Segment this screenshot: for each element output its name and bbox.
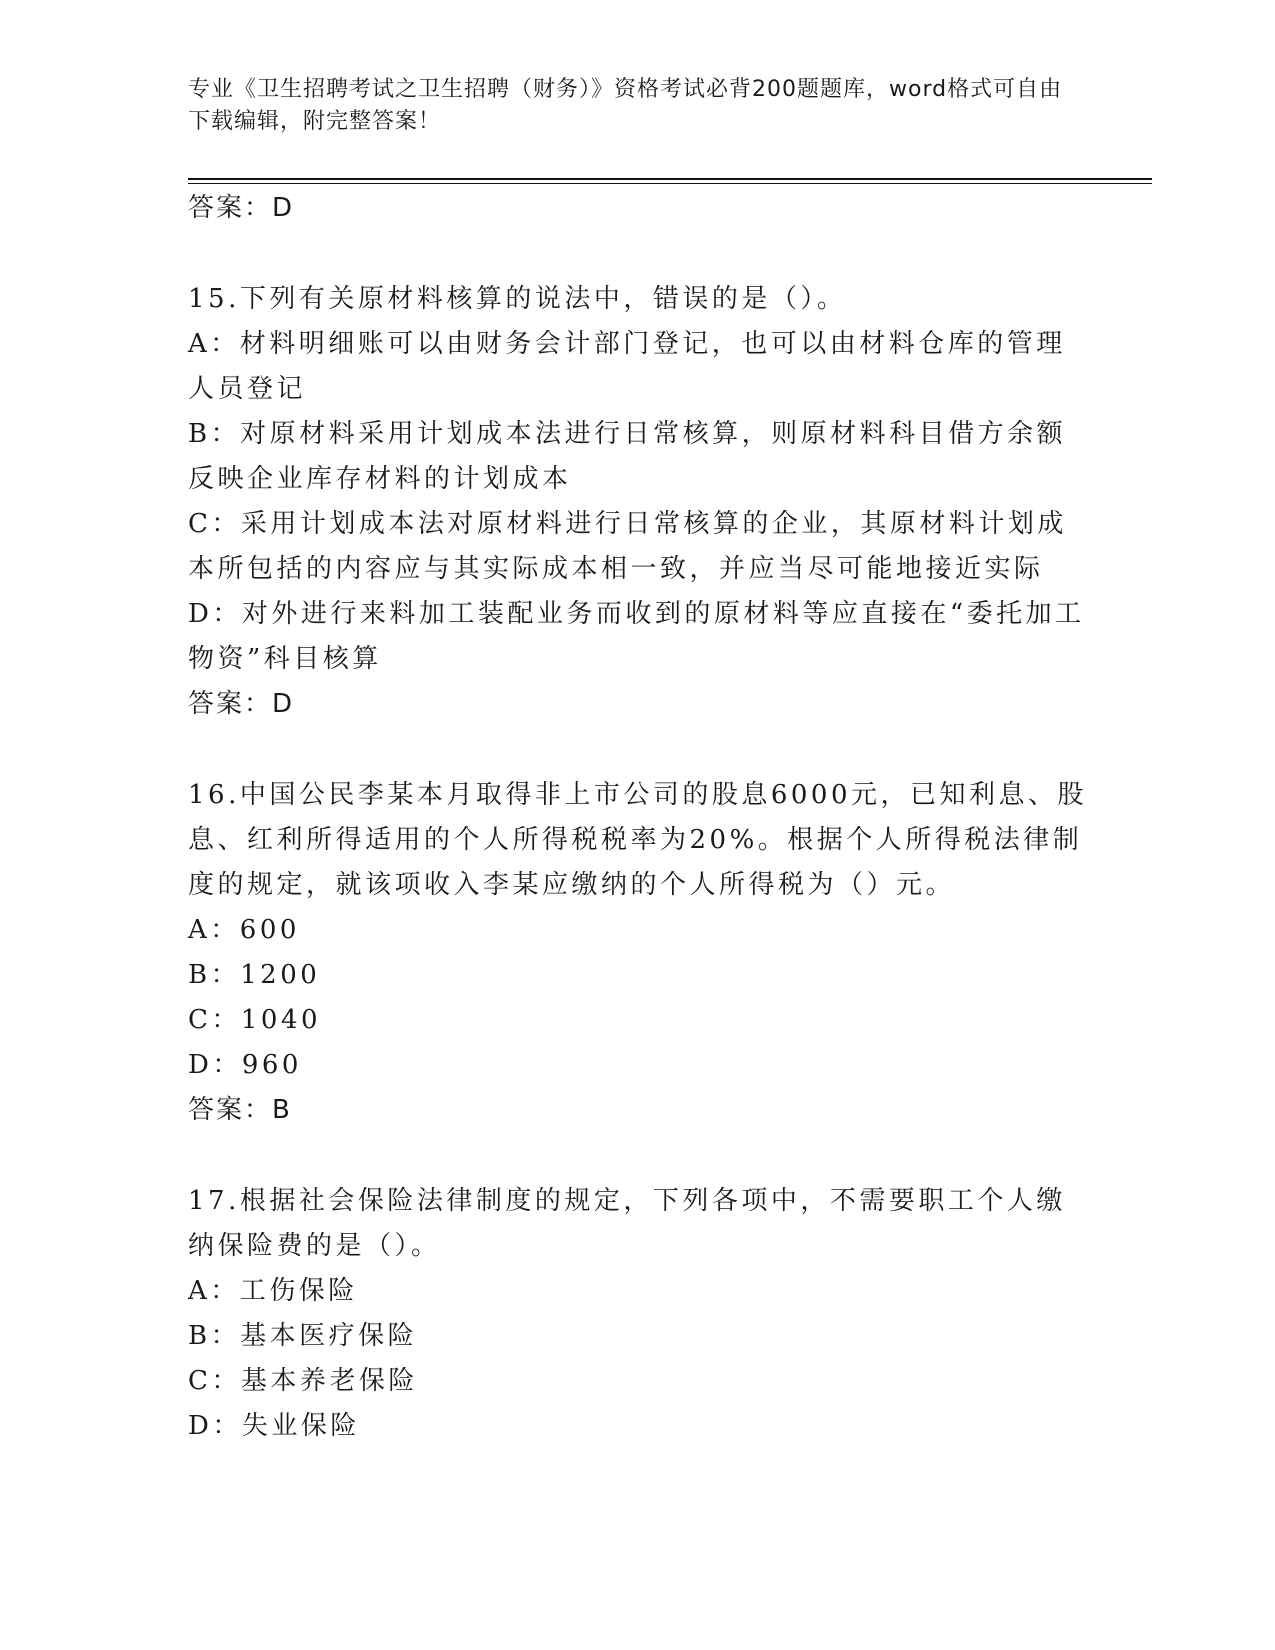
header-rule-thin [188,183,1152,184]
header-rule-thick [188,178,1152,180]
spacer [188,231,1088,277]
question-17 [188,1179,1088,1449]
question-answer: 答案：B [188,1095,292,1125]
option-c: C：基本养老保险 [188,1366,418,1396]
option-d: D：失业保险 [188,1411,360,1441]
option-d: D：960 [188,1050,302,1080]
question-16 [188,773,1088,1133]
option-c: C：采用计划成本法对原材料进行日常核算的企业，其原材料计划成本所包括的内容应与其实际成本相一致，并应当尽可能地接近实际 [188,509,1067,584]
top-answer: 答案：D [188,193,295,223]
question-stem: 17.根据社会保险法律制度的规定，下列各项中，不需要职工个人缴纳保险费的是（）。 [188,1186,1066,1261]
spacer [188,727,1088,773]
question-stem: 15.下列有关原材料核算的说法中，错误的是（）。 [188,284,847,314]
option-a: A：工伤保险 [188,1276,358,1306]
option-b: B：基本医疗保险 [188,1321,418,1351]
option-d: D：对外进行来料加工装配业务而收到的原材料等应直接在“委托加工物资”科目核算 [188,599,1085,674]
option-a: A：材料明细账可以由财务会计部门登记，也可以由材料仓库的管理人员登记 [188,329,1066,404]
option-a: A：600 [188,915,300,945]
option-c: C：1040 [188,1005,322,1035]
question-stem: 16.中国公民李某本月取得非上市公司的股息6000元，已知利息、股息、红利所得适用的个人所得税税率为20%。根据个人所得税法律制度的规定，就该项收入李某应缴纳的个人所得税为（）元。 [188,780,1088,900]
header-text: 专业《卫生招聘考试之卫生招聘（财务）》资格考试必背200题题库，word格式可自由下载编辑，附完整答案！ [188,77,1063,134]
question-answer: 答案：D [188,689,295,719]
option-b: B：对原材料采用计划成本法进行日常核算，则原材料科目借方余额反映企业库存材料的计划成本 [188,419,1067,494]
option-b: B：1200 [188,960,321,990]
document-header [188,74,1068,138]
question-15 [188,277,1088,727]
spacer [188,1133,1088,1179]
document-body [188,186,1088,1449]
